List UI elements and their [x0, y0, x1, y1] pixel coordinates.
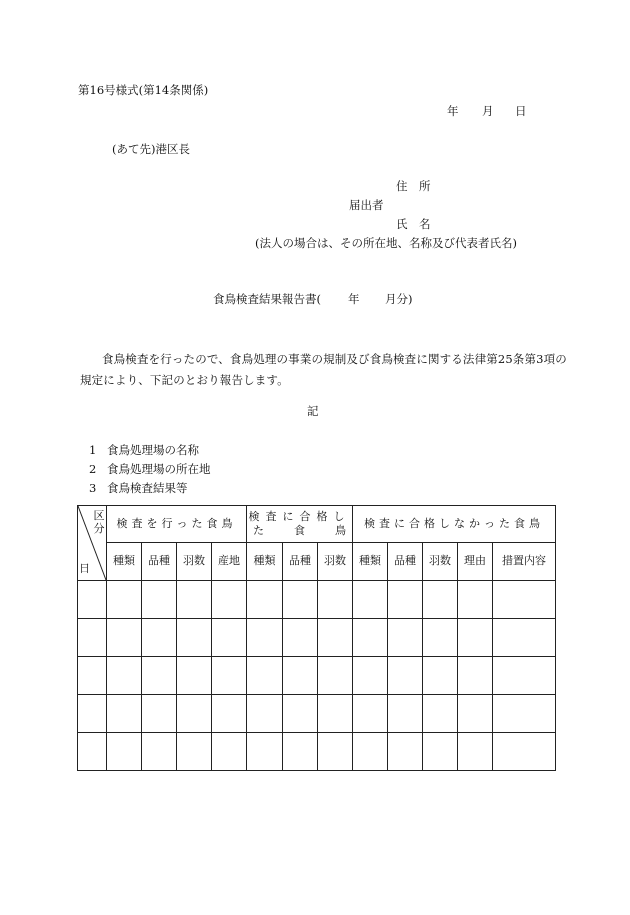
table-cell[interactable] — [247, 581, 283, 619]
table-cell[interactable] — [247, 657, 283, 695]
table-cell[interactable] — [423, 619, 458, 657]
corner-day-label: 日 — [79, 561, 90, 575]
column-header: 種類 — [353, 543, 388, 581]
table-cell[interactable] — [283, 733, 318, 771]
table-cell[interactable] — [212, 619, 247, 657]
table-cell[interactable] — [247, 695, 283, 733]
table-cell[interactable] — [107, 657, 142, 695]
table-cell[interactable] — [388, 619, 423, 657]
table-cell[interactable] — [388, 581, 423, 619]
table-cell[interactable] — [493, 581, 556, 619]
day-cell[interactable] — [78, 657, 107, 695]
column-header: 羽数 — [177, 543, 212, 581]
table-cell[interactable] — [423, 657, 458, 695]
table-cell[interactable] — [388, 733, 423, 771]
table-cell[interactable] — [318, 581, 353, 619]
table-cell[interactable] — [142, 657, 177, 695]
column-header: 品種 — [388, 543, 423, 581]
table-cell[interactable] — [318, 695, 353, 733]
table-cell[interactable] — [107, 581, 142, 619]
table-cell[interactable] — [177, 581, 212, 619]
column-header: 産地 — [212, 543, 247, 581]
table-row — [78, 695, 556, 733]
day-cell[interactable] — [78, 619, 107, 657]
date-month: 月 — [482, 104, 494, 118]
form-number: 第16号様式(第14条関係) — [78, 83, 209, 97]
column-header: 品種 — [142, 543, 177, 581]
table-cell[interactable] — [247, 619, 283, 657]
table-header-row-columns — [78, 543, 556, 581]
item-1-text: 食鳥処理場の名称 — [107, 443, 199, 457]
inspection-results-table — [77, 505, 556, 771]
table-cell[interactable] — [212, 733, 247, 771]
column-header: 理由 — [458, 543, 493, 581]
table-cell[interactable] — [388, 695, 423, 733]
group-passed-line2-char3: 鳥 — [335, 524, 346, 537]
table-cell[interactable] — [493, 695, 556, 733]
column-header: 羽数 — [423, 543, 458, 581]
group-passed-line2-char1: た — [253, 524, 264, 537]
day-cell[interactable] — [78, 695, 107, 733]
column-header: 措置内容 — [493, 543, 556, 581]
table-cell[interactable] — [423, 733, 458, 771]
table-cell[interactable] — [353, 733, 388, 771]
group-passed-line1: 検査に合格し — [248, 509, 351, 523]
item-3-number: 3 — [89, 481, 97, 495]
table-cell[interactable] — [142, 581, 177, 619]
item-1-number: 1 — [89, 443, 97, 457]
table-cell[interactable] — [283, 581, 318, 619]
table-cell[interactable] — [318, 733, 353, 771]
date-day: 日 — [515, 104, 527, 118]
table-cell[interactable] — [142, 733, 177, 771]
table-row — [78, 581, 556, 619]
table-cell[interactable] — [142, 619, 177, 657]
table-cell[interactable] — [212, 695, 247, 733]
column-header: 種類 — [247, 543, 283, 581]
table-cell[interactable] — [458, 733, 493, 771]
name-label: 氏 名 — [396, 217, 431, 231]
table-cell[interactable] — [283, 619, 318, 657]
table-cell[interactable] — [353, 619, 388, 657]
title-month: 月分) — [385, 292, 413, 306]
table-cell[interactable] — [283, 695, 318, 733]
report-body: 食鳥検査を行ったので、食鳥処理の事業の規制及び食鳥検査に関する法律第25条第3項の規定により、下記のとおり報告します。 — [80, 352, 567, 387]
table-cell[interactable] — [247, 733, 283, 771]
table-corner-cell — [78, 506, 107, 581]
table-cell[interactable] — [177, 619, 212, 657]
corner-category-label: 区分 — [93, 509, 105, 535]
group-passed-line2-char2: 食 — [294, 524, 305, 537]
table-cell[interactable] — [423, 581, 458, 619]
item-2-number: 2 — [89, 462, 97, 476]
table-cell[interactable] — [107, 733, 142, 771]
addressee: (あて先)港区長 — [112, 142, 190, 156]
table-cell[interactable] — [353, 695, 388, 733]
table-cell[interactable] — [353, 581, 388, 619]
item-3-text: 食鳥検査結果等 — [107, 481, 188, 495]
day-cell[interactable] — [78, 581, 107, 619]
table-cell[interactable] — [493, 619, 556, 657]
group-passed — [247, 506, 353, 543]
column-header: 羽数 — [318, 543, 353, 581]
table-cell[interactable] — [493, 657, 556, 695]
ki-heading: 記 — [307, 404, 319, 418]
table-header-row-groups — [78, 506, 556, 543]
item-2-text: 食鳥処理場の所在地 — [107, 462, 211, 476]
table-cell[interactable] — [177, 695, 212, 733]
column-header: 品種 — [283, 543, 318, 581]
table-cell[interactable] — [458, 695, 493, 733]
table-cell[interactable] — [353, 657, 388, 695]
table-cell[interactable] — [458, 581, 493, 619]
table-row — [78, 733, 556, 771]
title-year: 年 — [348, 292, 360, 306]
day-cell[interactable] — [78, 733, 107, 771]
table-cell[interactable] — [107, 619, 142, 657]
table-row — [78, 619, 556, 657]
table-row — [78, 657, 556, 695]
table-cell[interactable] — [458, 619, 493, 657]
table-cell[interactable] — [212, 657, 247, 695]
table-cell[interactable] — [142, 695, 177, 733]
table-cell[interactable] — [283, 657, 318, 695]
address-label: 住 所 — [396, 179, 431, 193]
submitter-label: 届出者 — [349, 198, 384, 212]
table-cell[interactable] — [493, 733, 556, 771]
document-title: 食鳥検査結果報告書( — [213, 292, 321, 306]
table-cell[interactable] — [318, 657, 353, 695]
table-cell[interactable] — [458, 657, 493, 695]
column-header: 種類 — [107, 543, 142, 581]
corporate-note: (法人の場合は、その所在地、名称及び代表者氏名) — [255, 236, 517, 250]
table-cell[interactable] — [388, 657, 423, 695]
table-cell[interactable] — [177, 733, 212, 771]
group-failed: 検査に合格しなかった食鳥 — [353, 506, 556, 543]
table-cell[interactable] — [423, 695, 458, 733]
table-cell[interactable] — [318, 619, 353, 657]
group-inspected: 検査を行った食鳥 — [107, 506, 247, 543]
date-year: 年 — [447, 104, 459, 118]
table-cell[interactable] — [212, 581, 247, 619]
table-cell[interactable] — [177, 657, 212, 695]
table-cell[interactable] — [107, 695, 142, 733]
